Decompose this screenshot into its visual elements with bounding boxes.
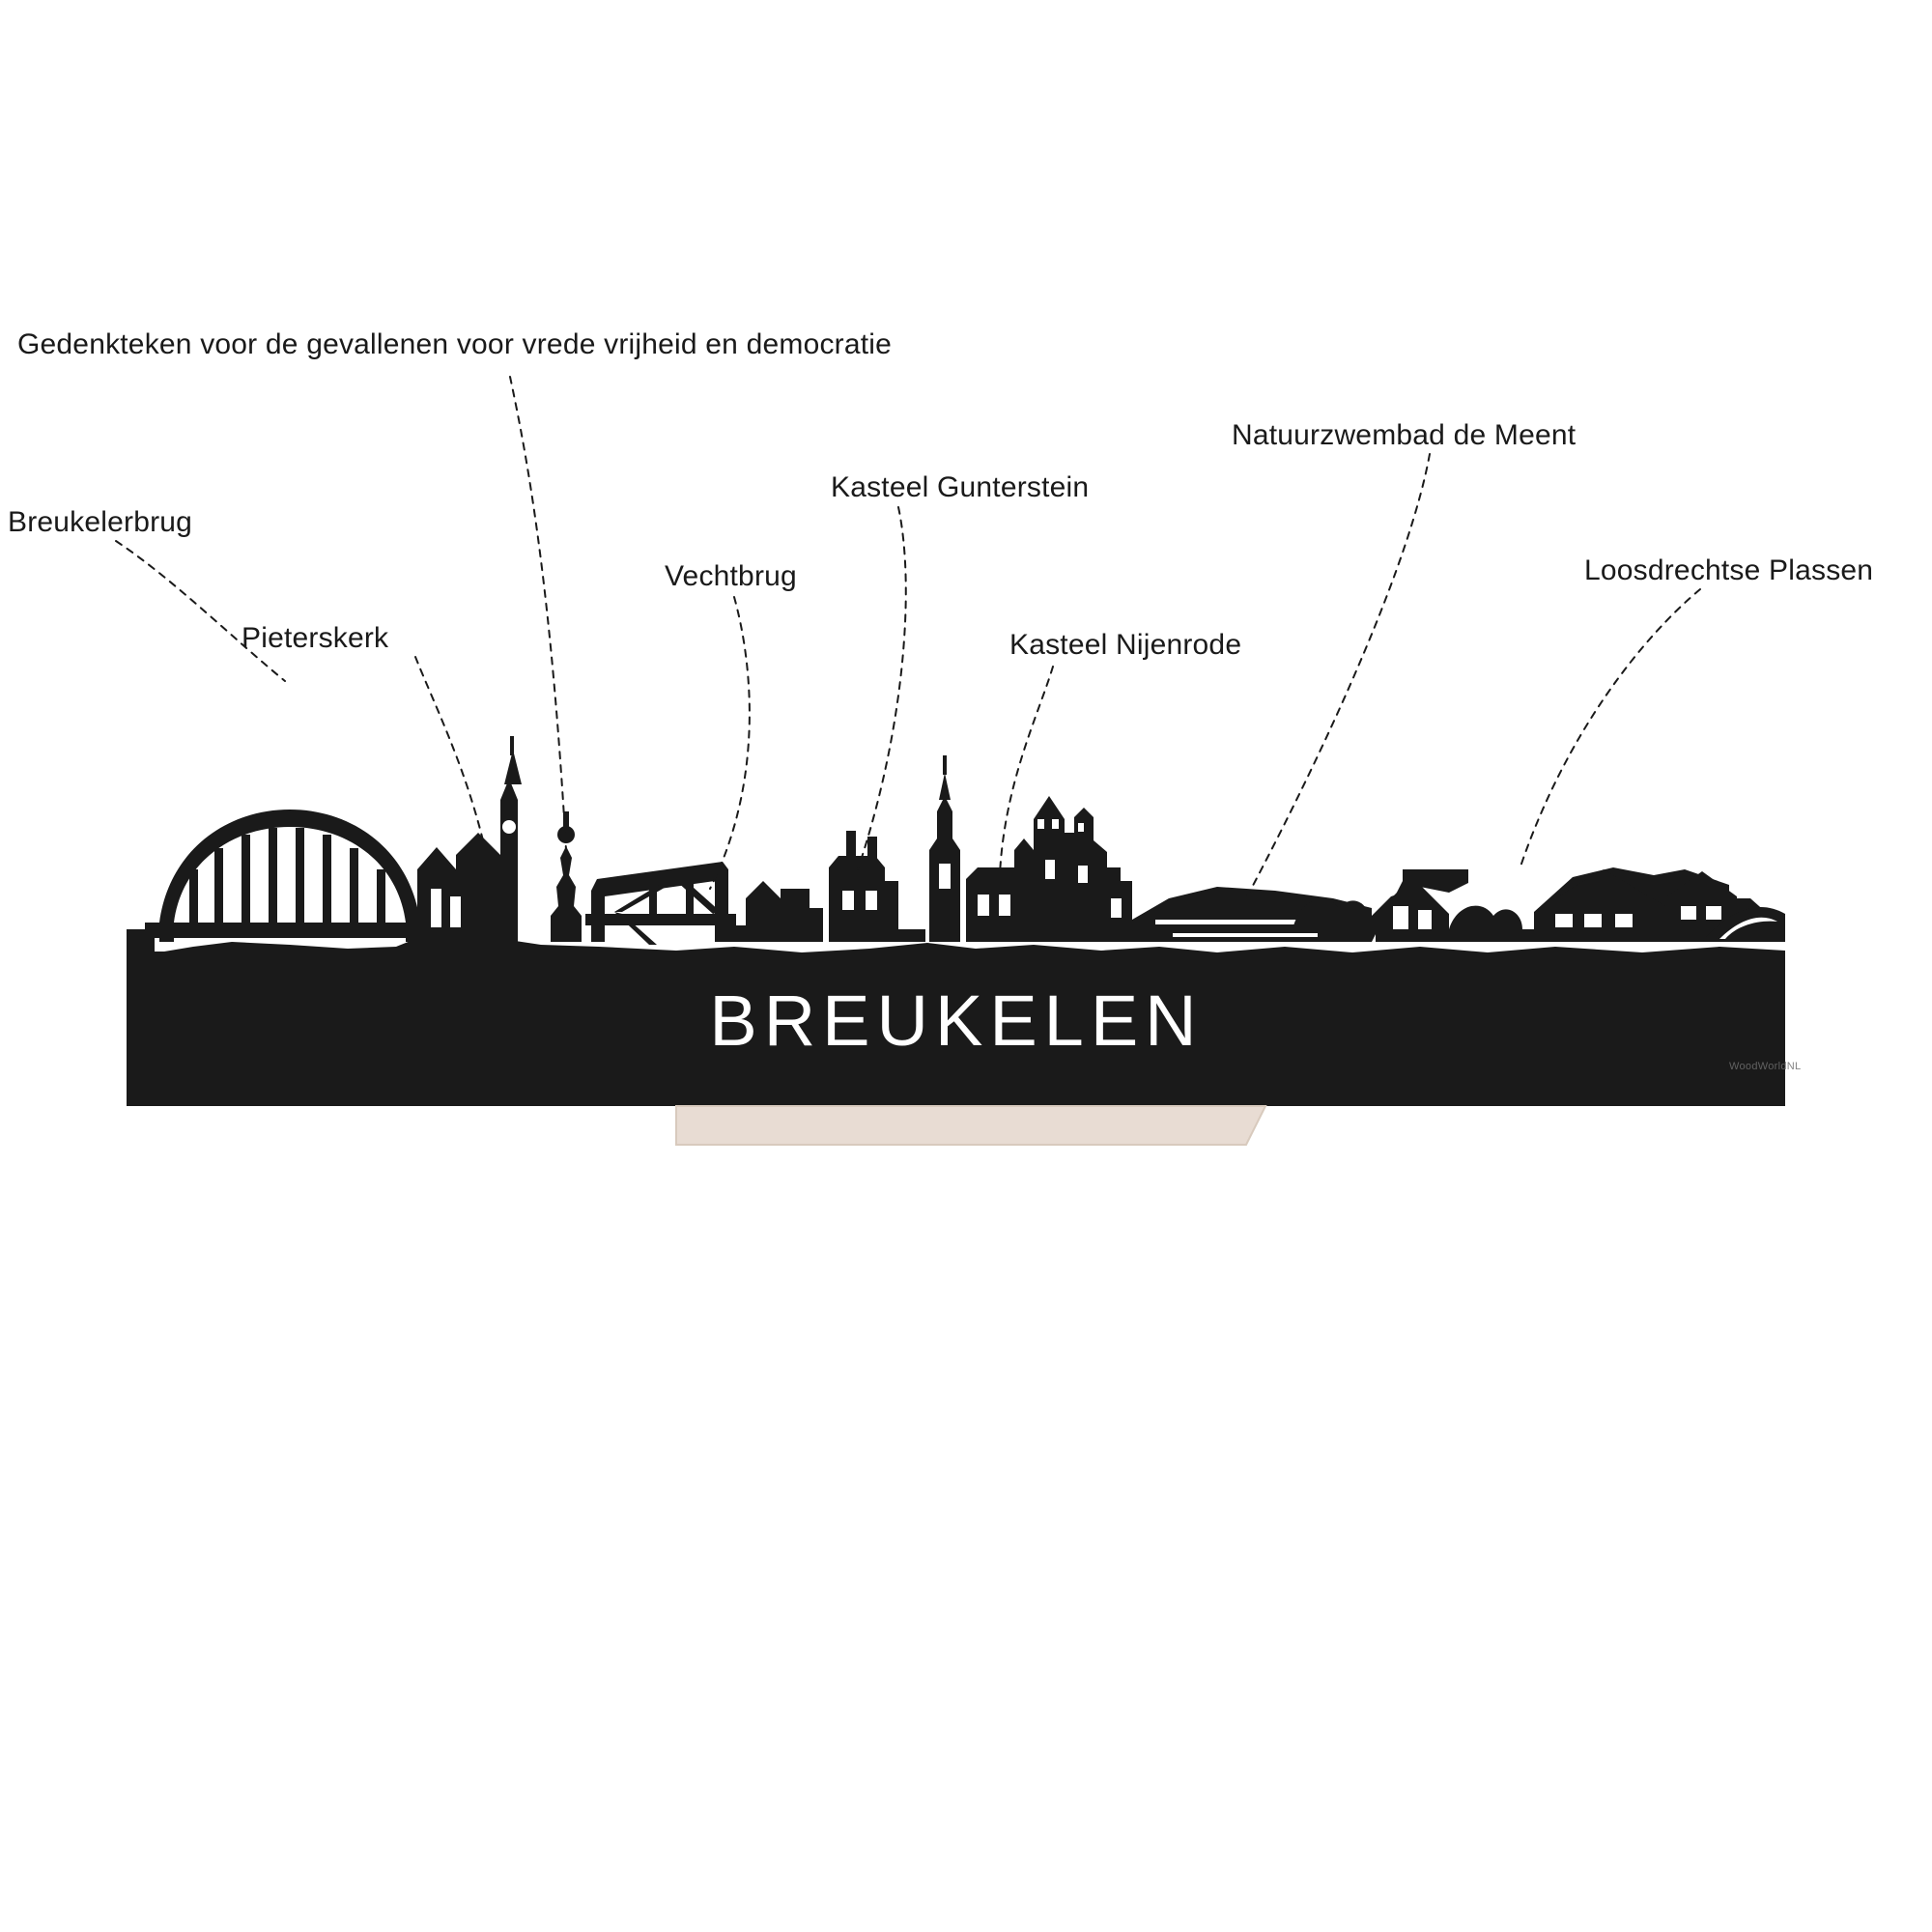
leader-line-pieterskerk: [415, 657, 483, 840]
annotation-label-vechtbrug: Vechtbrug: [665, 560, 797, 592]
annotation-label-breukelerbrug: Breukelerbrug: [8, 506, 193, 538]
leader-line-loosdrechtse-plassen: [1520, 589, 1700, 869]
leader-line-vechtbrug: [710, 597, 750, 889]
annotation-label-gedenkteken: Gedenkteken voor de gevallenen voor vrede vrijheid en democratie: [17, 328, 893, 360]
annotation-label-kasteel-nijenrode: Kasteel Nijenrode: [1009, 629, 1242, 661]
leader-line-natuurzwembad-de-meent: [1246, 454, 1430, 898]
annotation-label-kasteel-gunterstein: Kasteel Gunterstein: [831, 471, 1090, 503]
leader-line-kasteel-nijenrode: [1000, 667, 1053, 874]
annotation-label-natuurzwembad-de-meent: Natuurzwembad de Meent: [1232, 419, 1577, 451]
leader-line-breukelerbrug: [116, 541, 285, 681]
watermark-text: WoodWorldNL: [1729, 1061, 1802, 1072]
city-name-cutout: BREUKELEN: [709, 980, 1204, 1061]
annotation-label-pieterskerk: Pieterskerk: [242, 622, 389, 654]
leader-line-kasteel-gunterstein: [858, 507, 906, 869]
leader-line-gedenkteken: [510, 377, 566, 850]
annotation-label-loosdrechtse-plassen: Loosdrechtse Plassen: [1584, 554, 1874, 586]
